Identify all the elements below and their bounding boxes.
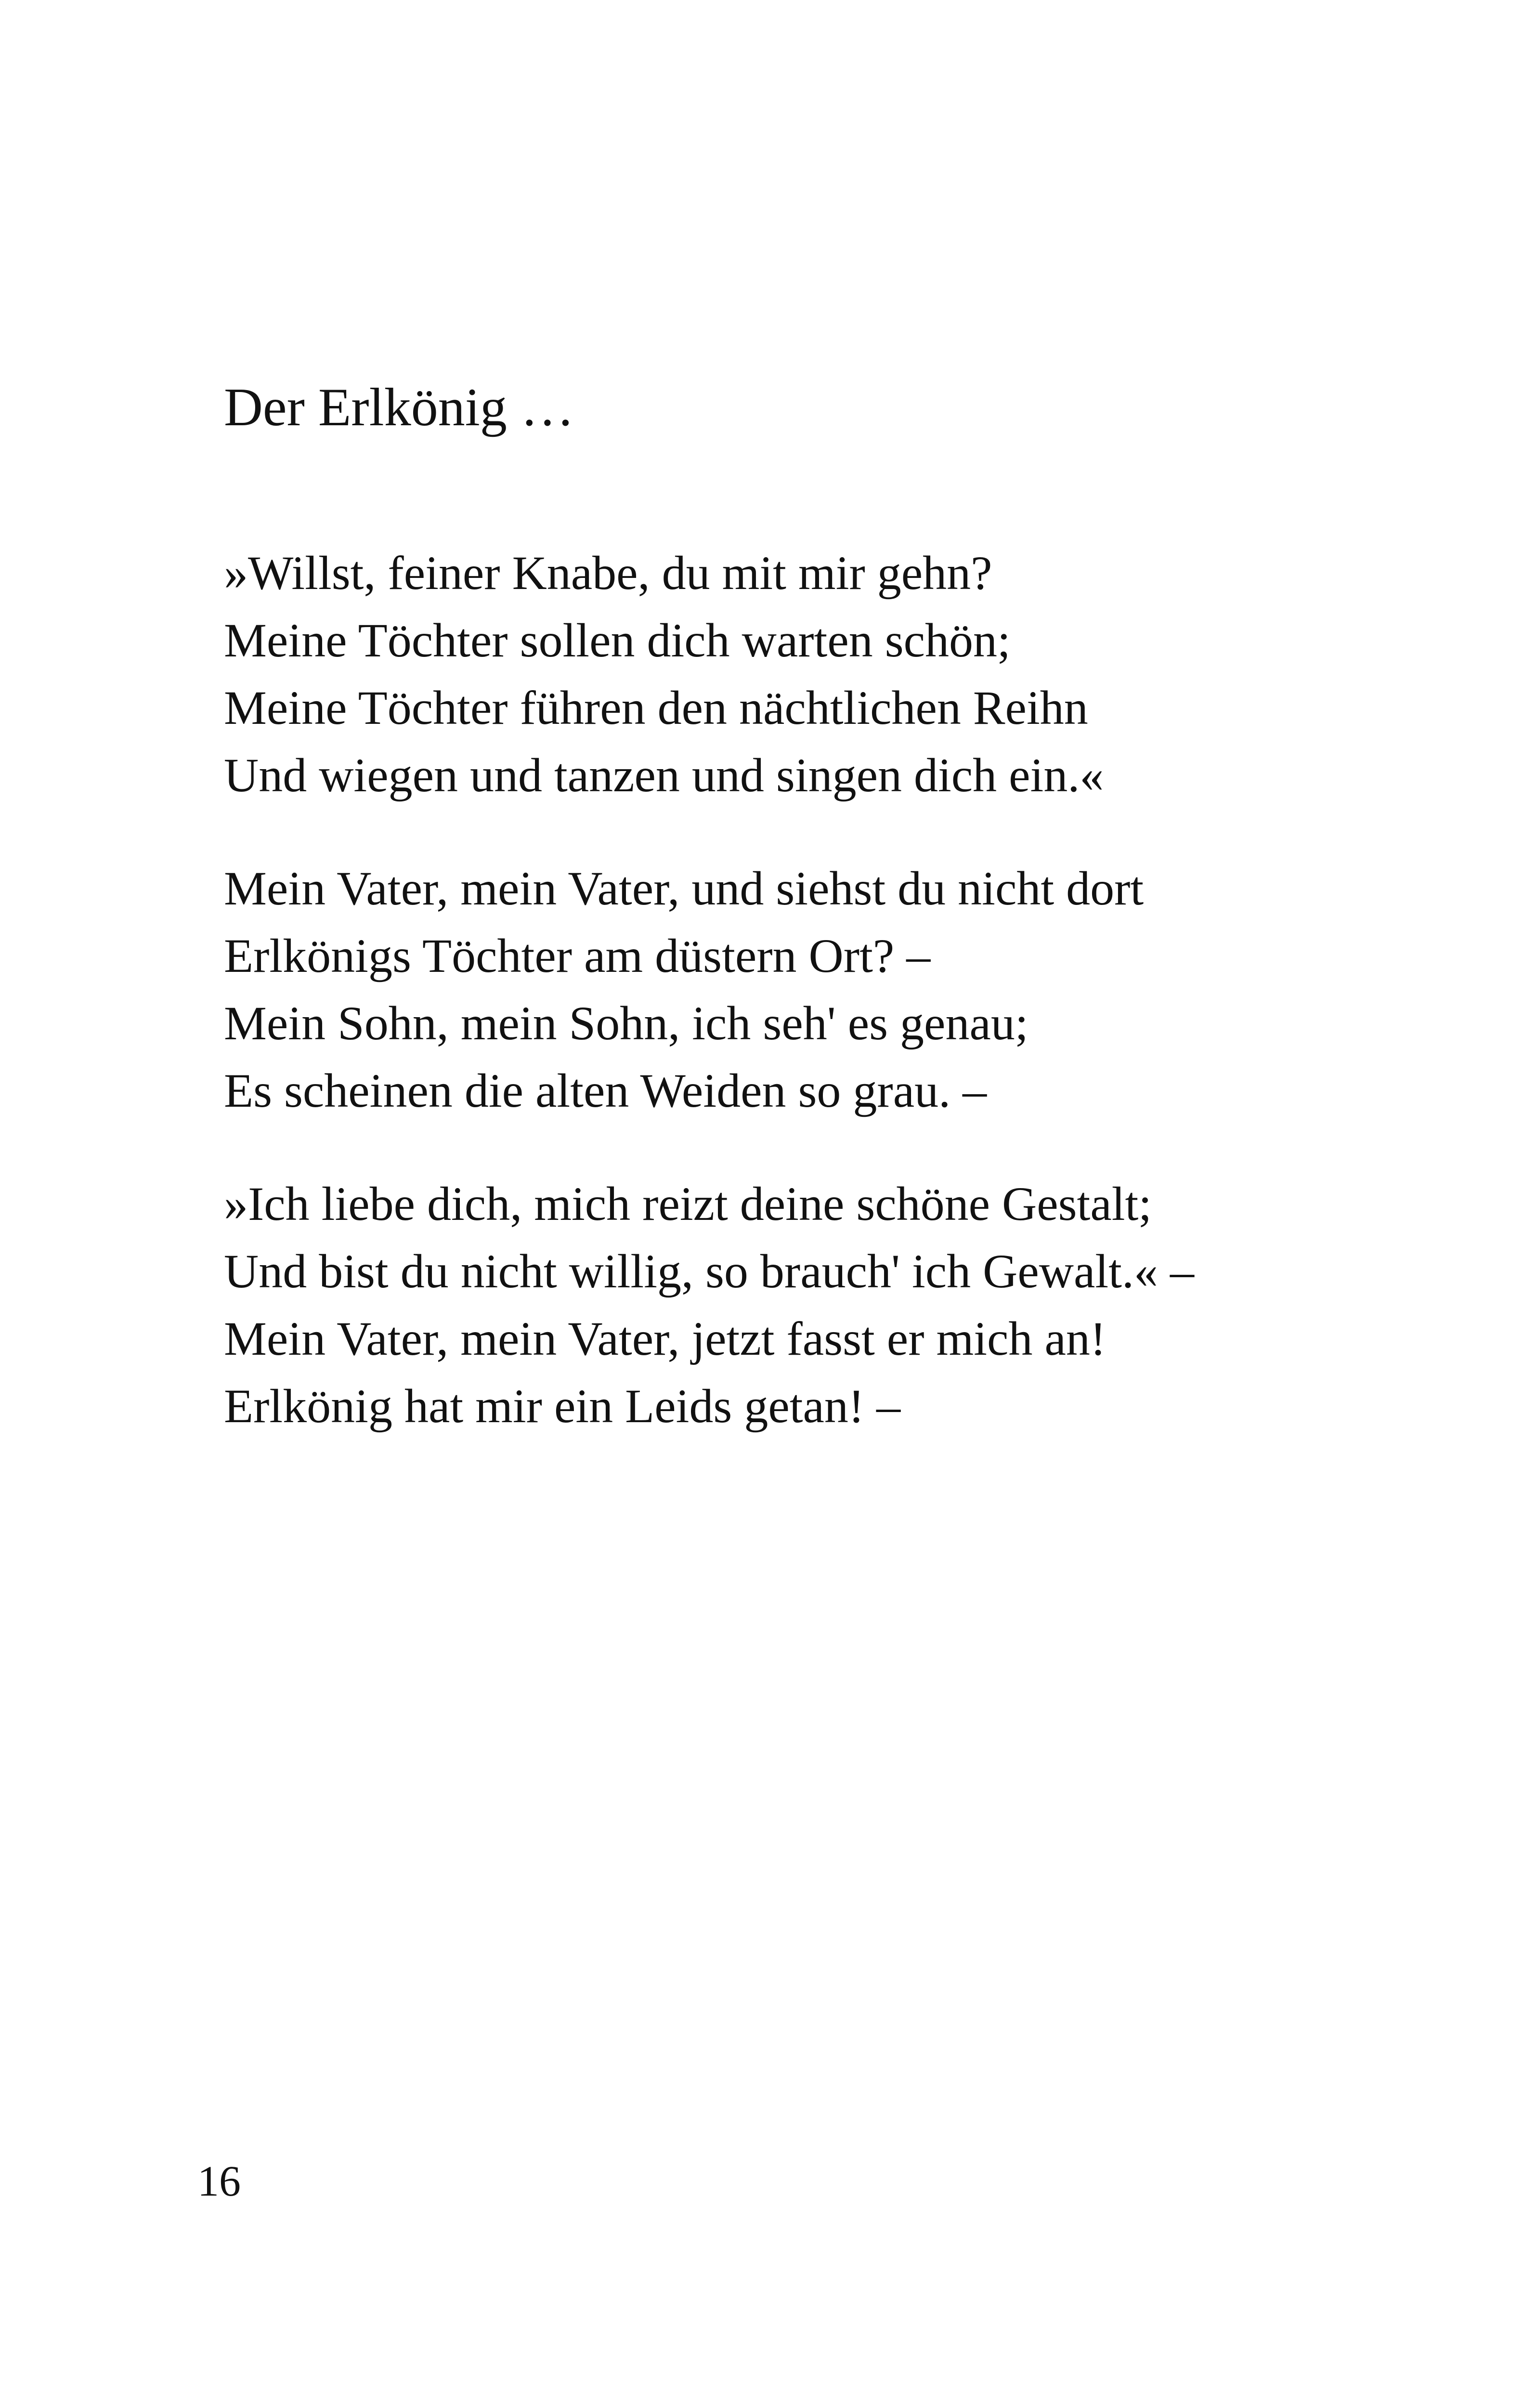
stanza-2 [224,855,1476,1125]
verse-line: »Willst, feiner Knabe, du mit mir gehn? [224,546,992,600]
verse-line: Meine Töchter sollen dich warten schön; [224,614,1011,667]
verse-line: Mein Vater, mein Vater, und siehst du nicht dort [224,862,1144,915]
verse-line: Mein Sohn, mein Sohn, ich seh' es genau; [224,996,1028,1050]
verse-line: Und wiegen und tanzen und singen dich ein.« [224,748,1104,802]
page-number: 16 [197,2158,241,2205]
verse-line: Und bist du nicht willig, so brauch' ich Gewalt.« – [224,1244,1194,1298]
verse-line: Erlkönig hat mir ein Leids getan! – [224,1379,901,1433]
verse-line: Es scheinen die alten Weiden so grau. – [224,1064,987,1117]
poem-title: Der Erlkönig … [224,378,574,437]
verse-line: Mein Vater, mein Vater, jetzt fasst er mich an! [224,1312,1106,1365]
stanza-1 [224,539,1476,809]
verse-line: Erlkönigs Töchter am düstern Ort? – [224,929,931,982]
stanza-3 [224,1170,1476,1440]
verse-line: Meine Töchter führen den nächtlichen Reihn [224,681,1088,734]
verse-line: »Ich liebe dich, mich reizt deine schöne Gestalt; [224,1177,1152,1230]
